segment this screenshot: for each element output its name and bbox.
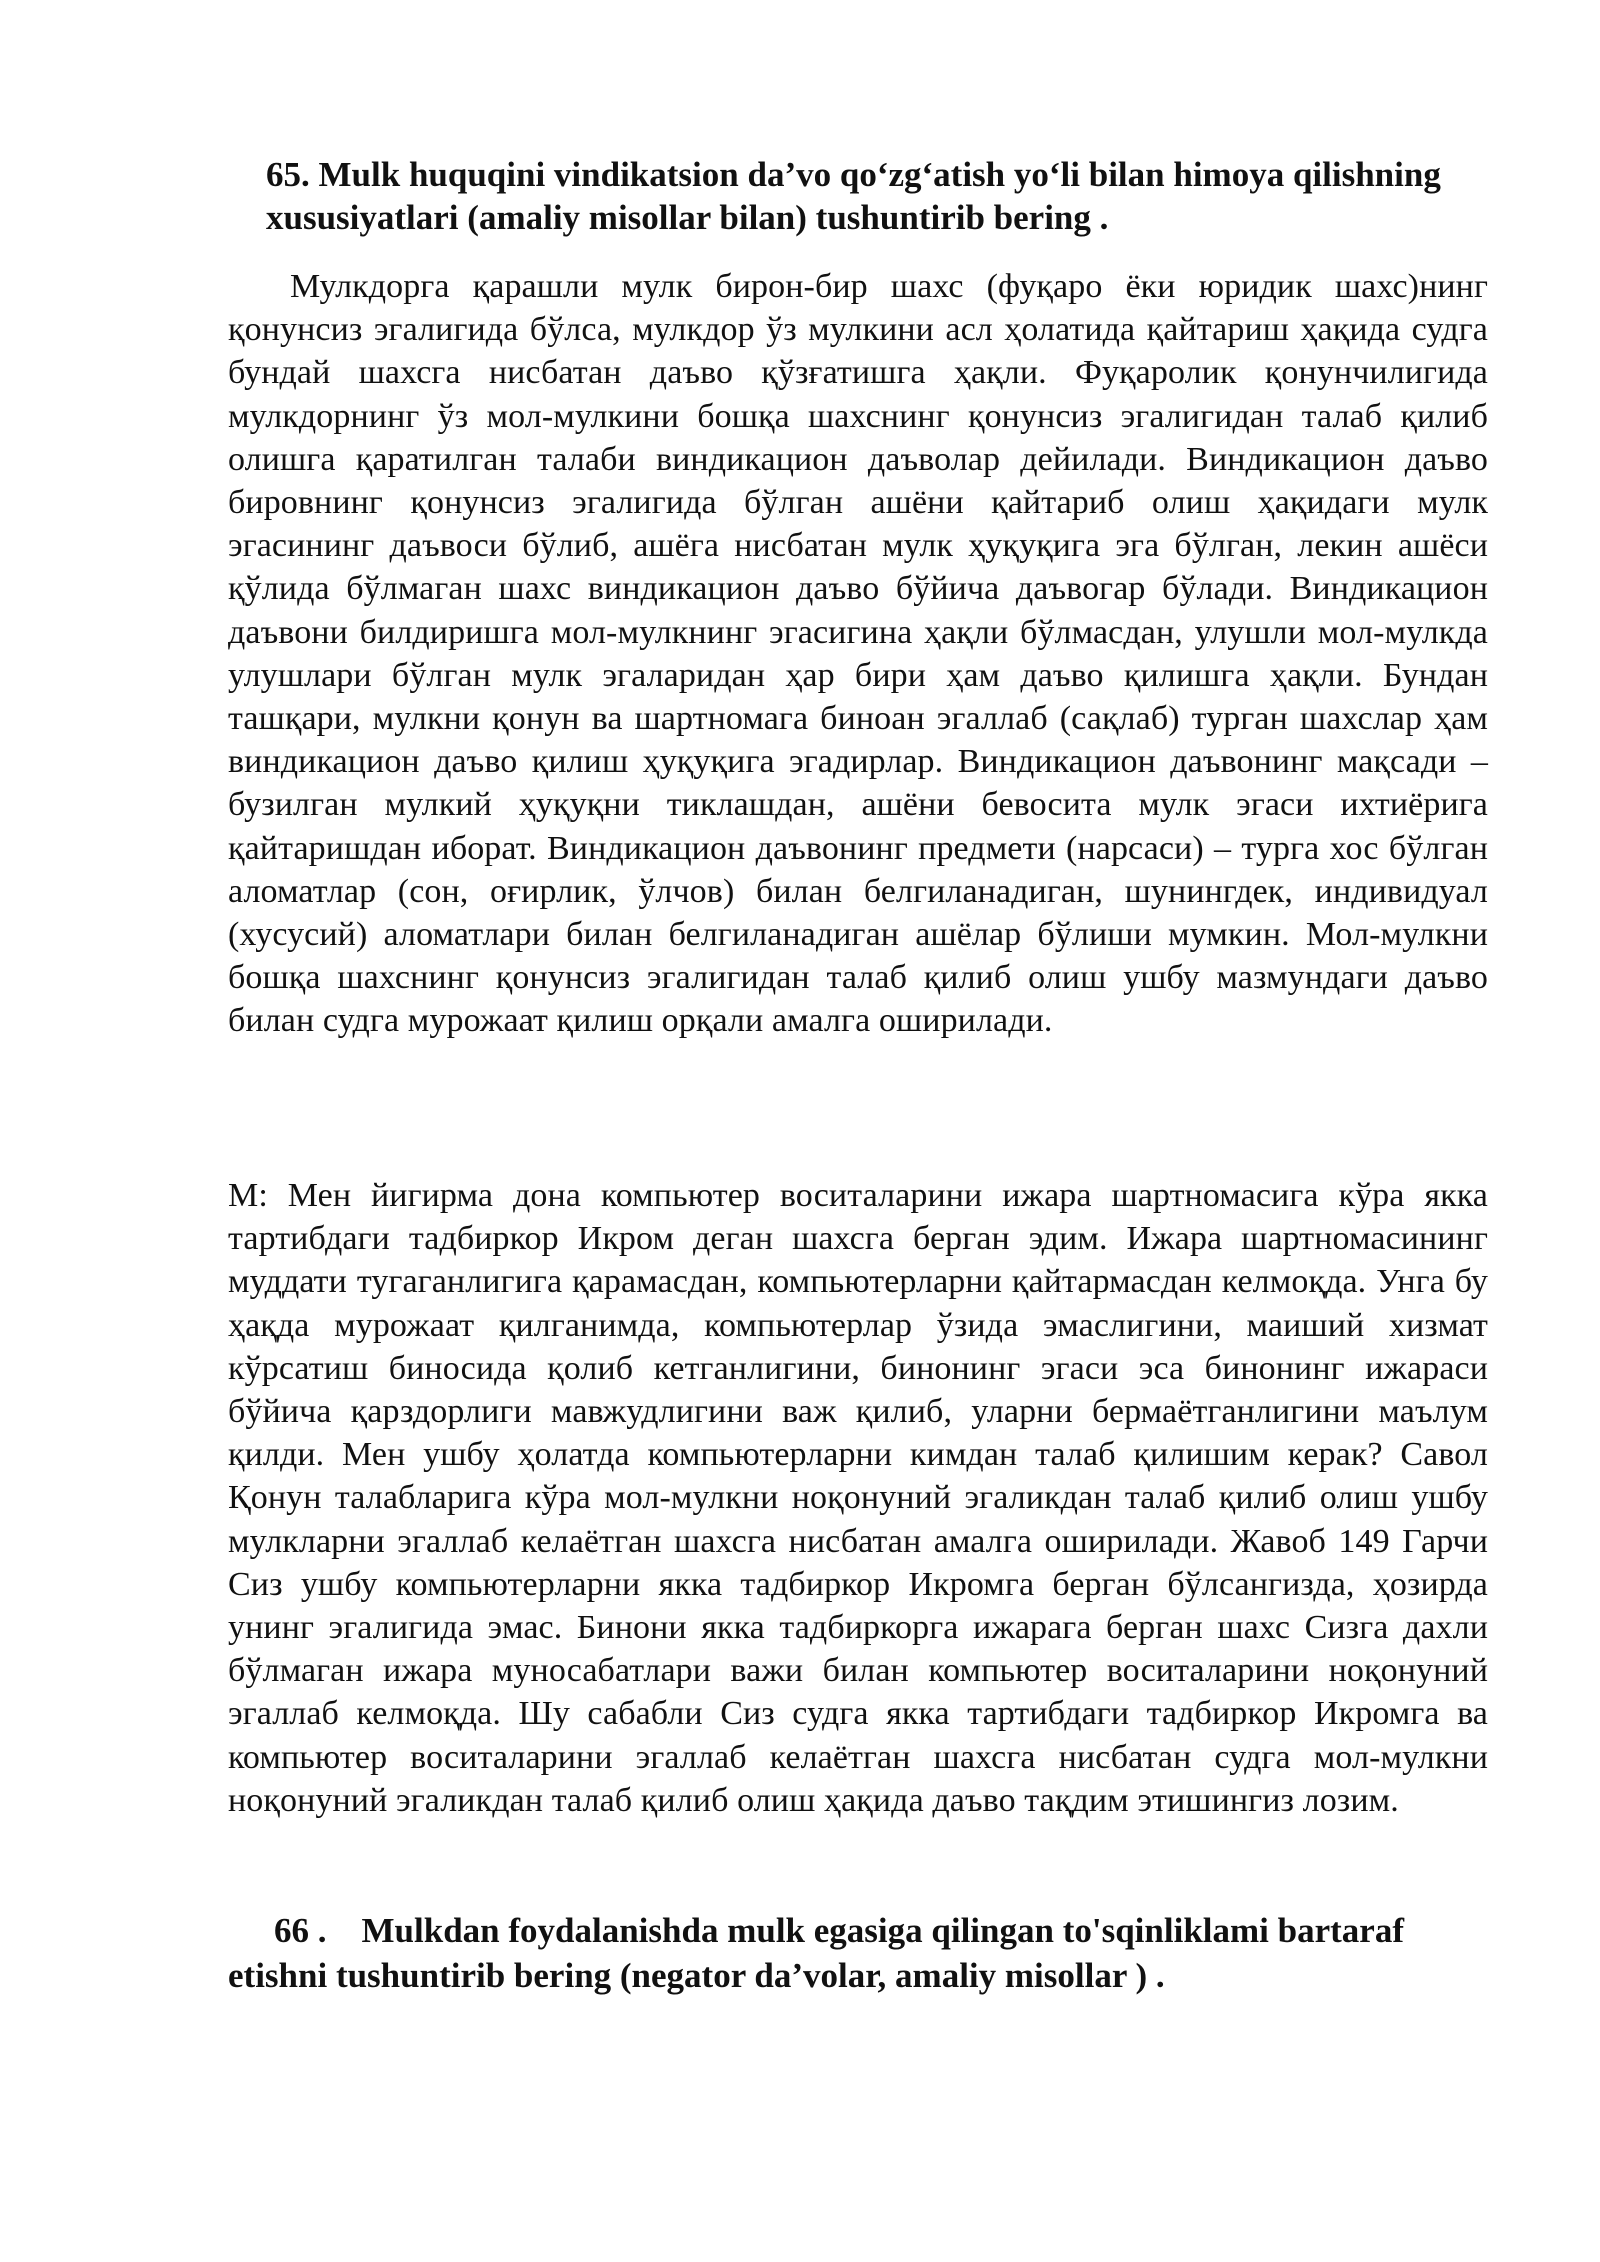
question-66-title: Mulkdan foydalanishda mulk egasiga qilingan to'sqinliklami bartaraf etishni tushuntirib bering (negator da’volar, amaliy misollar ) . <box>228 1911 1404 1995</box>
example-paragraph: М: Мен йигирма дона компьютер воситаларини ижара шартномасига кўра якка тартибдаги тадбиркор Икром деган шахсга берган эдим. Ижара шартномасининг муддати тугаганлигига қарамасдан, компьютерларни қайтармасдан келмоқда. Унга бу ҳақда мурожаат қилганимда, компьютерлар ўзида эмаслигини, маиший хизмат кўрсатиш биносида қолиб кетганлигини, бинонинг эгаси эса бинонинг ижараси бўйича қарздорлиги мавжудлигини важ қилиб, уларни бермаётганлигини маълум қилди. Мен ушбу ҳолатда компьютерларни кимдан талаб қилишим керак? Савол Қонун талабларига кўра мол-мулкни ноқонуний эгаликдан талаб қилиб олиш ушбу мулкларни эгаллаб келаётган шахсга нисбатан амалга оширилади. Жавоб 149 Гарчи Сиз ушбу компьютерларни якка тадбиркор Икромга берган бўлсангизда, ҳозирда унинг эгалигида эмас. Бинони якка тадбиркорга ижарага берган шахс Сизга дахли бўлмаган ижара муносабатлари важи билан компьютер воситаларини ноқонуний эгаллаб келмоқда. Шу сабабли Сиз судга якка тартибдаги тадбиркор Икромга ва компьютер воситаларини эгаллаб келаётган шахсга нисбатан судга мол-мулкни ноқонуний эгаликдан талаб қилиб олиш ҳақида даъво тақдим этишингиз лозим. <box>228 1177 1488 1819</box>
question-66-number: 66 . <box>274 1911 327 1950</box>
answer-paragraph: Мулкдорга қарашли мулк бирон-бир шахс (фуқаро ёки юридик шахс)нинг қонунсиз эгалигида бўлса, мулкдор ўз мулкини асл ҳолатида қайтариш ҳақида судга бундай шахсга нисбатан даъво қўзғатишга ҳақли. Фуқаролик қонунчилигида мулкдорнинг ўз мол-мулкини бошқа шахснинг қонунсиз эгалигидан талаб қилиб олишга қаратилган талаби виндикацион даъволар дейилади. Виндикацион даъво бировнинг қонунсиз эгалигида бўлган ашёни қайтариб олиш ҳақидаги мулк эгасининг даъвоси бўлиб, ашёга нисбатан мулк ҳуқуқига эга бўлган, лекин ашёси қўлида бўлмаган шахс виндикацион даъво бўйича даъвогар бўлади. Виндикацион даъвони билдиришга мол-мулкнинг эгасигина ҳақли бўлмасдан, улушли мол-мулкда улушлари бўлган мулк эгаларидан ҳар бири ҳам даъво қилишга ҳақли. Бундан ташқари, мулкни қонун ва шартномага биноан эгаллаб (сақлаб) турган шахслар ҳам виндикацион даъво қилиш ҳуқуқига эгадирлар. Виндикацион даъвонинг мақсади – бузилган мулкий ҳуқуқни тиклашдан, ашёни бевосита мулк эгаси ихтиёрига қайтаришдан иборат. Виндикацион даъвонинг предмети (нарсаси) – турга хос бўлган аломатлар (сон, оғирлик, ўлчов) билан белгиланадиган, шунингдек, индивидуал (хусусий) аломатлари билан белгиланадиган ашёлар бўлиши мумкин. Мол-мулкни бошқа шахснинг қонунсиз эгалигидан талаб қилиб олиш ушбу мазмундаги даъво билан судга мурожаат қилиш орқали амалга оширилади. <box>228 268 1488 1040</box>
question-66-heading <box>228 1908 1488 1998</box>
question-65-heading: 65. Mulk huquqini vindikatsion da’vo qo‘zg‘atish yo‘li bilan himoya qilishning xususiyatlari (amaliy misollar bilan) tushuntirib bering . <box>266 155 1441 237</box>
